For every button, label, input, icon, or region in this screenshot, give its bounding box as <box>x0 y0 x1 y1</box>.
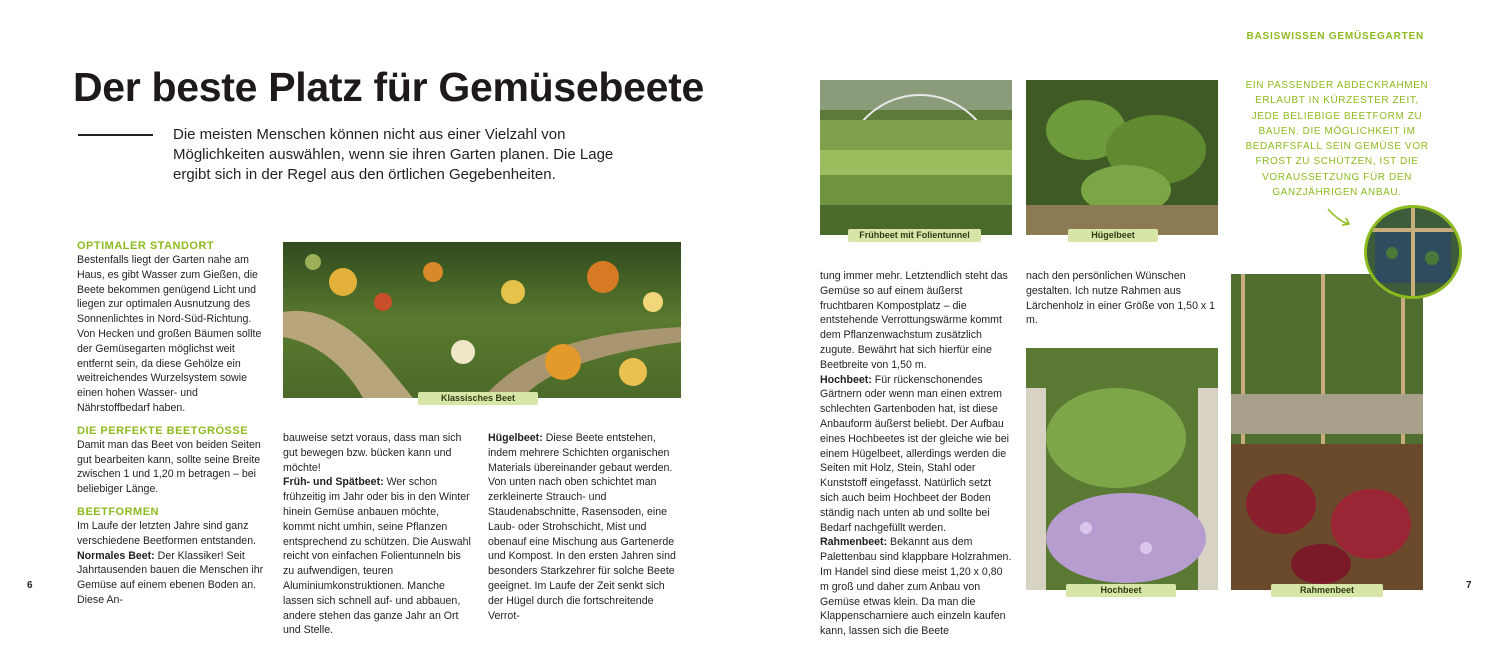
garden-photo-illustration <box>283 242 681 398</box>
para-fruehbeet <box>283 475 473 638</box>
para-beetgroesse: Damit man das Beet von beiden Seiten gut bearbeiten kann, sollte seine Breite zwischen 1 und 1,20 m betragen – bei beliebiger Länge. <box>77 438 261 496</box>
lead-rule <box>78 134 153 136</box>
caption-hochbeet: Hochbeet <box>1066 584 1176 597</box>
para-beetformen: Im Laufe der letzten Jahre sind ganz verschiedene Beetformen entstanden. <box>77 519 257 547</box>
tip-note: EIN PASSENDER ABDECKRAHMEN ERLAUBT IN KÜRZESTER ZEIT, JEDE BELIEBIGE BEETFORM ZU BAUEN. DIE MÖGLICHKEIT IM BEDARFSFALL SEIN GEMÜSE VOR FROST ZU SCHÜTZEN, IST DIE VORAUSSETZUNG FÜR DEN GANZJÄHRIGEN ANBAU. <box>1245 80 1429 199</box>
column-1 <box>77 239 265 608</box>
term-normales-beet: Normales Beet: <box>77 549 155 562</box>
caption-klassisches-beet: Klassisches Beet <box>418 392 538 405</box>
fruehbeet-illustration <box>820 80 1012 235</box>
para-rahmenbeet <box>820 535 1012 639</box>
hochbeet-illustration <box>1026 348 1218 590</box>
photo-rahmenbeet <box>1231 274 1423 590</box>
heading-beetgroesse: DIE PERFEKTE BEETGRÖSSE <box>77 424 249 437</box>
photo-fruehbeet <box>820 80 1012 235</box>
page-number-right: 7 <box>1466 580 1472 591</box>
lead-paragraph: Die meisten Menschen können nicht aus einer Vielzahl von Möglichkeiten auswählen, wenn sie ihren Garten planen. Die Lage ergibt sich in der Regel aus den örtlichen Gegebenheiten. <box>173 126 614 183</box>
term-rahmenbeet: Rahmenbeet: <box>820 536 888 549</box>
column-4 <box>820 269 1012 639</box>
huegelbeet-illustration <box>1026 80 1218 235</box>
para-standort: Bestenfalls liegt der Garten nahe am Haus, es gibt Wasser zum Gießen, die Beete bekommen genügend Licht und liegen zur optimalen Ausnutzung des Sonnenlichtes in Nord-Süd-Richtung. Von Hecken und großen Bäumen sollte der Gemüsegarten möglichst weit entfernt sein, da diese Gehölze ein weitreichendes Wurzelsystem sowie einen hohen Wasser- und Nährstoffbedarf haben. <box>77 254 262 414</box>
heading-standort: OPTIMALER STANDORT <box>77 240 215 252</box>
term-hochbeet: Hochbeet: <box>820 373 872 386</box>
column-2 <box>283 431 473 638</box>
text-huegelbeet: Diese Beete entstehen, indem mehrere Schichten organischen Materials übereinander gebaut werden. Von unten nach oben schichtet man zerkleinerte Strauch- und Staudenabschnitte, Rasensoden, eine Laub- oder Strohschicht, Mist und obenauf eine Mischung aus Gartenerde und Kompost. In den ersten Jahren sind besonders Starkzehrer für solche Beete geeignet. Im Laufe der Zeit senkt sich der Hügel durch die fortschreitende Verrot- <box>488 432 676 622</box>
heading-beetformen: BEETFORMEN <box>77 505 159 518</box>
para-normales-beet <box>77 549 265 608</box>
caption-huegelbeet: Hügelbeet <box>1068 229 1158 242</box>
page-number-left: 6 <box>27 580 33 591</box>
caption-fruehbeet: Frühbeet mit Folientunnel <box>848 229 981 242</box>
term-huegelbeet: Hügelbeet: <box>488 432 543 444</box>
text-normales-beet: Der Klassiker! Seit Jahrtausenden bauen die Menschen ihr Gemüse auf einem ebenen Boden an. Diese An- <box>77 549 264 606</box>
para-verrottung: tung immer mehr. Letztendlich steht das Gemüse so auf einem äußerst fruchtbaren Kompostplatz – die entstehende Verrottungswärme kommt dem Pflanzenwachstum zusätzlich zugute. Bewährt hat sich hierfür eine Beetbreite von 1,50 m. <box>820 270 1008 371</box>
photo-klassisches-beet <box>283 242 681 398</box>
page-title: Der beste Platz für Gemüsebeete <box>73 64 704 110</box>
rahmenbeet-illustration <box>1231 274 1423 590</box>
term-fruehbeet: Früh- und Spätbeet: <box>283 476 384 489</box>
para-hochbeet <box>820 373 1012 536</box>
arrow-icon <box>1326 206 1354 228</box>
text-rahmenbeet: Bekannt aus dem Palettenbau sind klappbare Holzrahmen. Im Handel sind diese meist 1,20 x 0,80 m groß und daher zum Anbau von Gemüse etwas klein. Da man die Klappenscharniere auch einzeln kaufen kann, lassen sich die Beete <box>820 536 1012 638</box>
para-laerchenholz: nach den persönlichen Wünschen gestalten. Ich nutze Rahmen aus Lärchenholz in einer Größe von 1,50 x 1 m. <box>1026 270 1216 327</box>
section-header: BASISWISSEN GEMÜSEGARTEN <box>1246 31 1424 42</box>
inset-circle-photo <box>1364 205 1462 299</box>
photo-hochbeet <box>1026 348 1218 590</box>
column-5 <box>1026 269 1216 328</box>
column-3 <box>488 431 681 623</box>
text-fruehbeet: Wer schon frühzeitig im Jahr oder bis in den Winter hinein Gemüse anbauen möchte, kommt nicht umhin, seine Pflanzen entsprechend zu schützen. Die Auswahl reicht von einfachen Folientunneln bis zu aufwendigen, teuren Aluminiumkonstruktionen. Manche lassen sich schnell auf- und abbauen, andere stehen das ganze Jahr an Ort und Stelle. <box>283 476 471 637</box>
para-bauweise: bauweise setzt voraus, dass man sich gut bewegen bzw. bücken kann und möchte! <box>283 432 462 474</box>
abdeckrahmen-illustration <box>1367 208 1459 296</box>
caption-rahmenbeet: Rahmenbeet <box>1271 584 1383 597</box>
photo-huegelbeet <box>1026 80 1218 235</box>
para-huegelbeet <box>488 431 681 623</box>
text-hochbeet: Für rückenschonendes Gärtnern oder wenn man einen extrem schlechten Gartenboden hat, ist diese Anbauform äußerst beliebt. Der Aufbau eines Hochbeetes ist der gleiche wie bei einem Hügelbeet, allerdings werden die Seiten mit Holz, Stein, Stahl oder Kunststoff eingefasst. Natürlich setzt sich auch beim Hochbeet der Boden ständig nach unten ab und sollte bei Bedarf nachgefüllt werden. <box>820 373 1010 534</box>
